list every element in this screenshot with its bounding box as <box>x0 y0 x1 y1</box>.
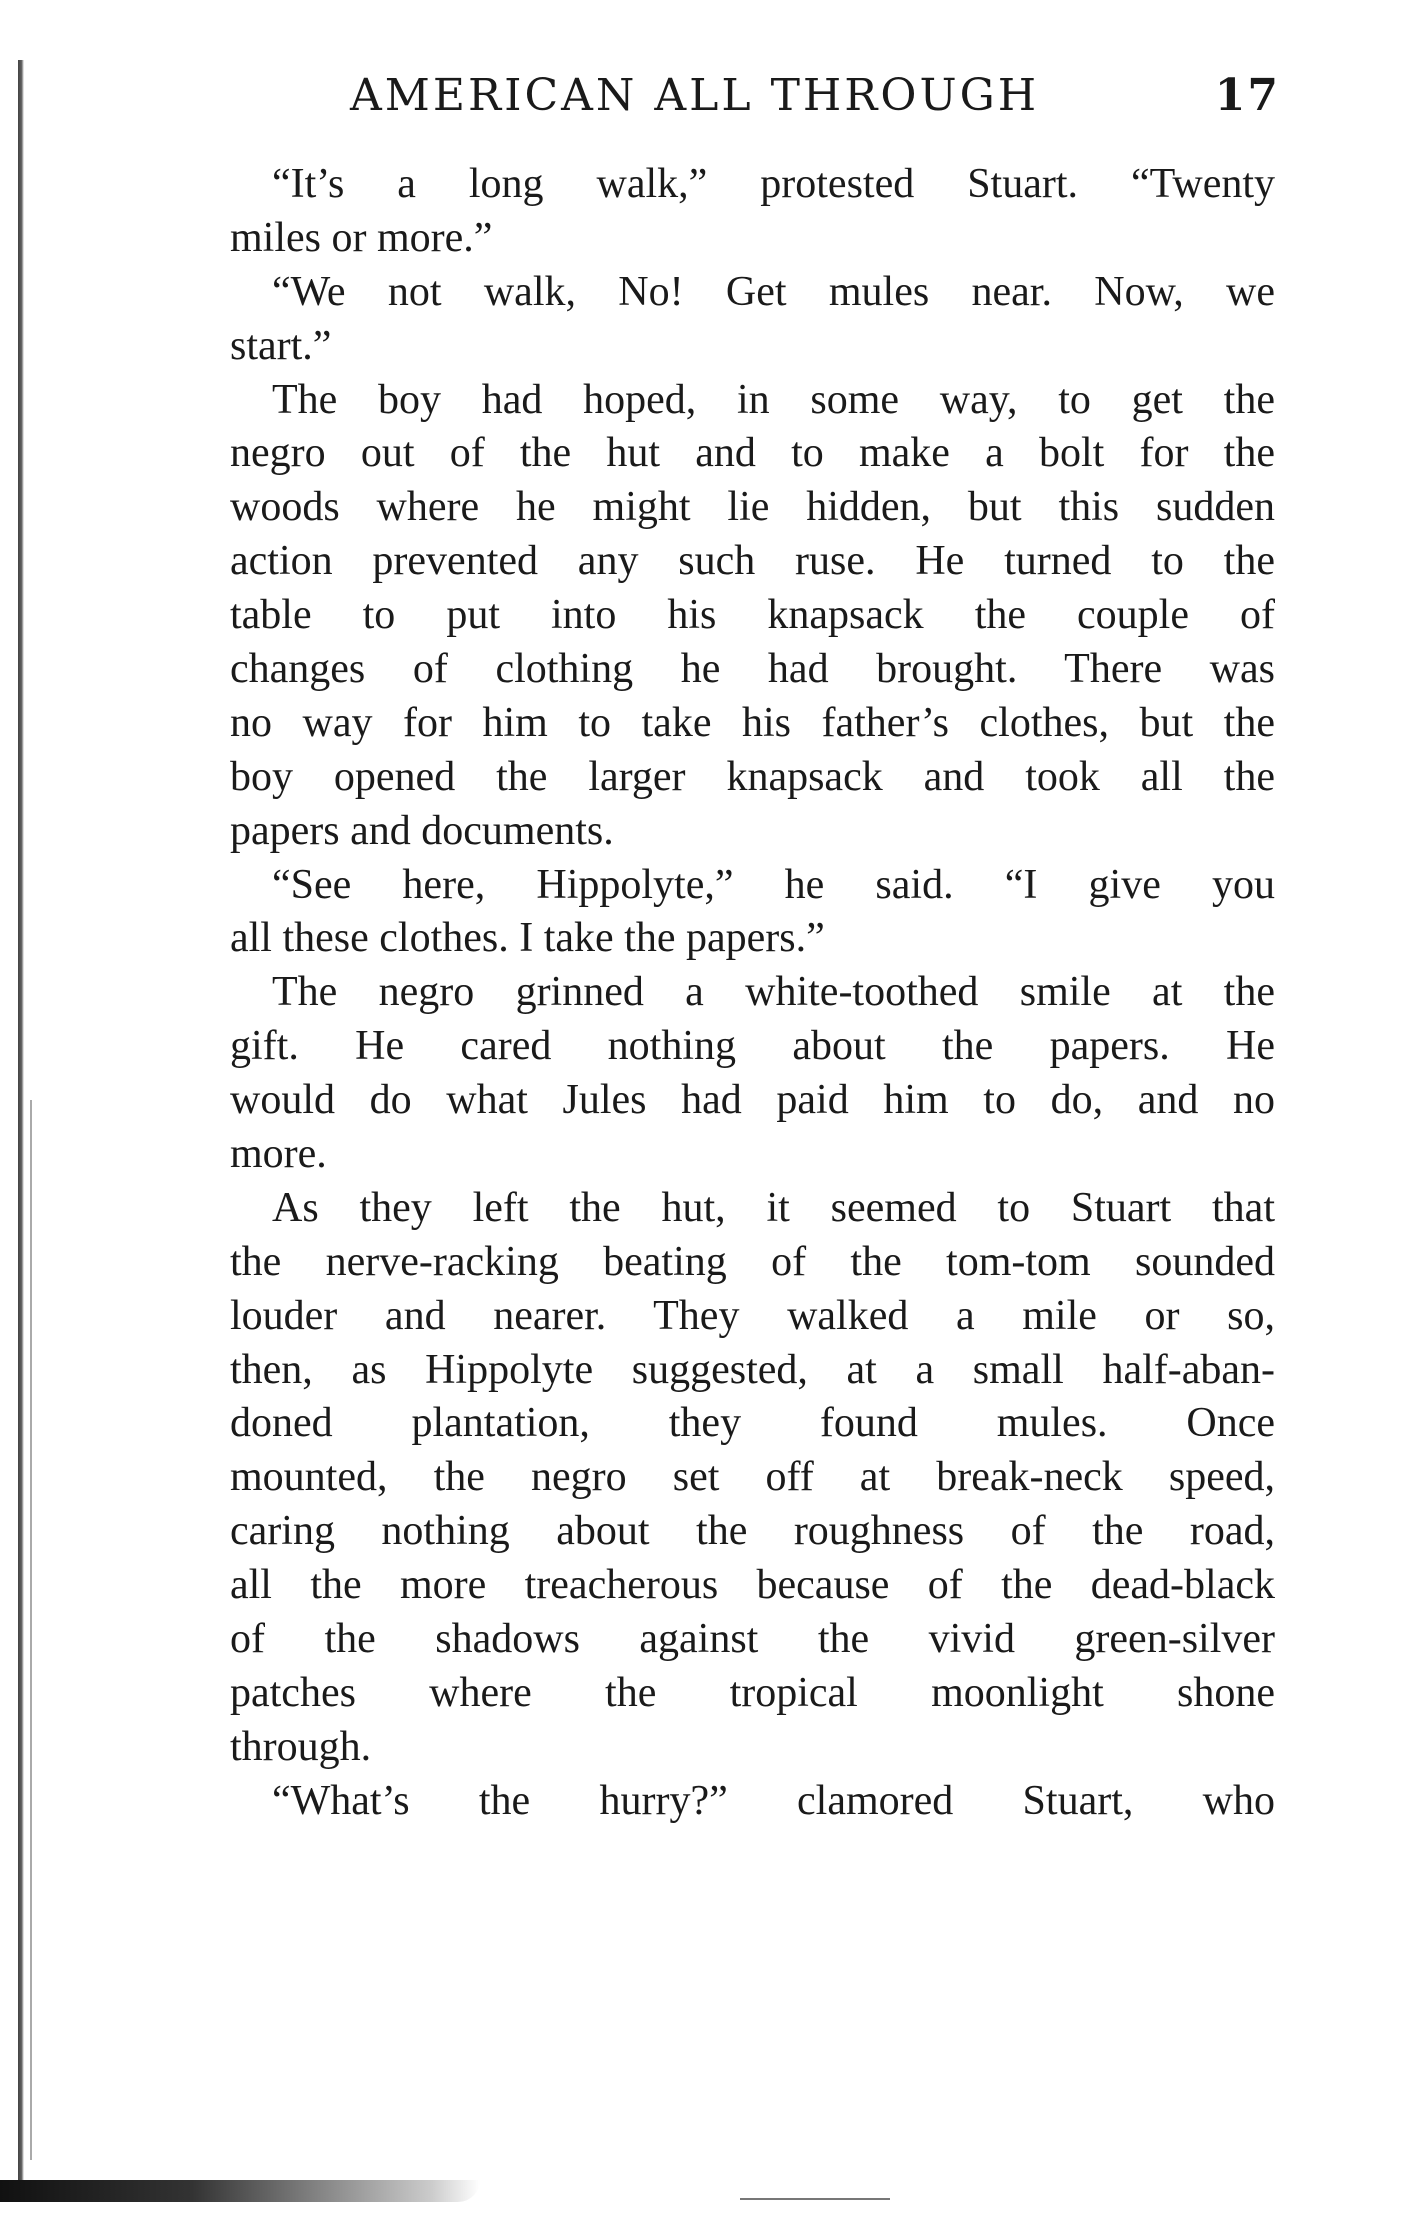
paragraph <box>230 158 1275 266</box>
paragraph <box>230 1775 1275 1829</box>
text-line: then, as Hippolyte suggested, at a small half-aban- <box>230 1346 1275 1393</box>
text-line: caring nothing about the roughness of the road, <box>230 1508 1275 1555</box>
text-line: negro out of the hut and to make a bolt for the <box>230 430 1275 477</box>
text-line: papers and documents. <box>230 807 614 854</box>
paragraph <box>230 266 1275 374</box>
page-number: 17 <box>1214 70 1280 121</box>
text-line: more. <box>230 1131 327 1178</box>
text-line: woods where he might lie hidden, but this sudden <box>230 484 1275 531</box>
bottom-rule <box>740 2198 890 2200</box>
text-line: table to put into his knapsack the couple of <box>230 592 1275 639</box>
running-head-title: AMERICAN ALL THROUGH <box>350 70 1040 121</box>
text-line: “See here, Hippolyte,” he said. “I give you <box>272 861 1275 908</box>
running-head <box>350 70 1280 140</box>
text-line: the nerve-racking beating of the tom-tom sounded <box>230 1238 1275 1285</box>
binding-edge-shadow <box>18 60 24 2180</box>
paragraph <box>230 966 1275 1182</box>
text-line: no way for him to take his father’s clothes, but the <box>230 699 1275 746</box>
text-line: would do what Jules had paid him to do, and no <box>230 1077 1275 1124</box>
text-line: “We not walk, No! Get mules near. Now, we <box>272 268 1275 315</box>
text-line: “It’s a long walk,” protested Stuart. “Twenty <box>272 161 1275 207</box>
text-line: “What’s the hurry?” clamored Stuart, who <box>272 1777 1275 1824</box>
paragraph <box>230 374 1275 859</box>
text-line: boy opened the larger knapsack and took all the <box>230 753 1275 800</box>
paragraph <box>230 859 1275 967</box>
bottom-edge-shadow <box>0 2180 480 2202</box>
text-line: The boy had hoped, in some way, to get the <box>272 376 1275 423</box>
text-line: all the more treacherous because of the dead-black <box>230 1562 1275 1609</box>
text-line: action prevented any such ruse. He turned to the <box>230 538 1275 585</box>
text-line: start.” <box>230 322 332 369</box>
text-line: mounted, the negro set off at break-neck speed, <box>230 1454 1275 1501</box>
text-line: As they left the hut, it seemed to Stuart that <box>272 1184 1275 1231</box>
text-line: of the shadows against the vivid green-silver <box>230 1616 1275 1663</box>
text-line: all these clothes. I take the papers.” <box>230 915 825 962</box>
text-line: changes of clothing he had brought. There was <box>230 646 1275 693</box>
text-line: through. <box>230 1723 372 1770</box>
text-line: miles or more.” <box>230 214 493 261</box>
text-line: gift. He cared nothing about the papers. He <box>230 1023 1275 1070</box>
body-text <box>230 158 1275 1829</box>
paragraph <box>230 1182 1275 1775</box>
text-line: The negro grinned a white-toothed smile at the <box>272 969 1275 1016</box>
text-line: patches where the tropical moonlight shone <box>230 1669 1275 1716</box>
text-line: louder and nearer. They walked a mile or so, <box>230 1292 1275 1339</box>
binding-edge-line <box>30 1100 32 2160</box>
text-line: doned plantation, they found mules. Once <box>230 1400 1275 1447</box>
